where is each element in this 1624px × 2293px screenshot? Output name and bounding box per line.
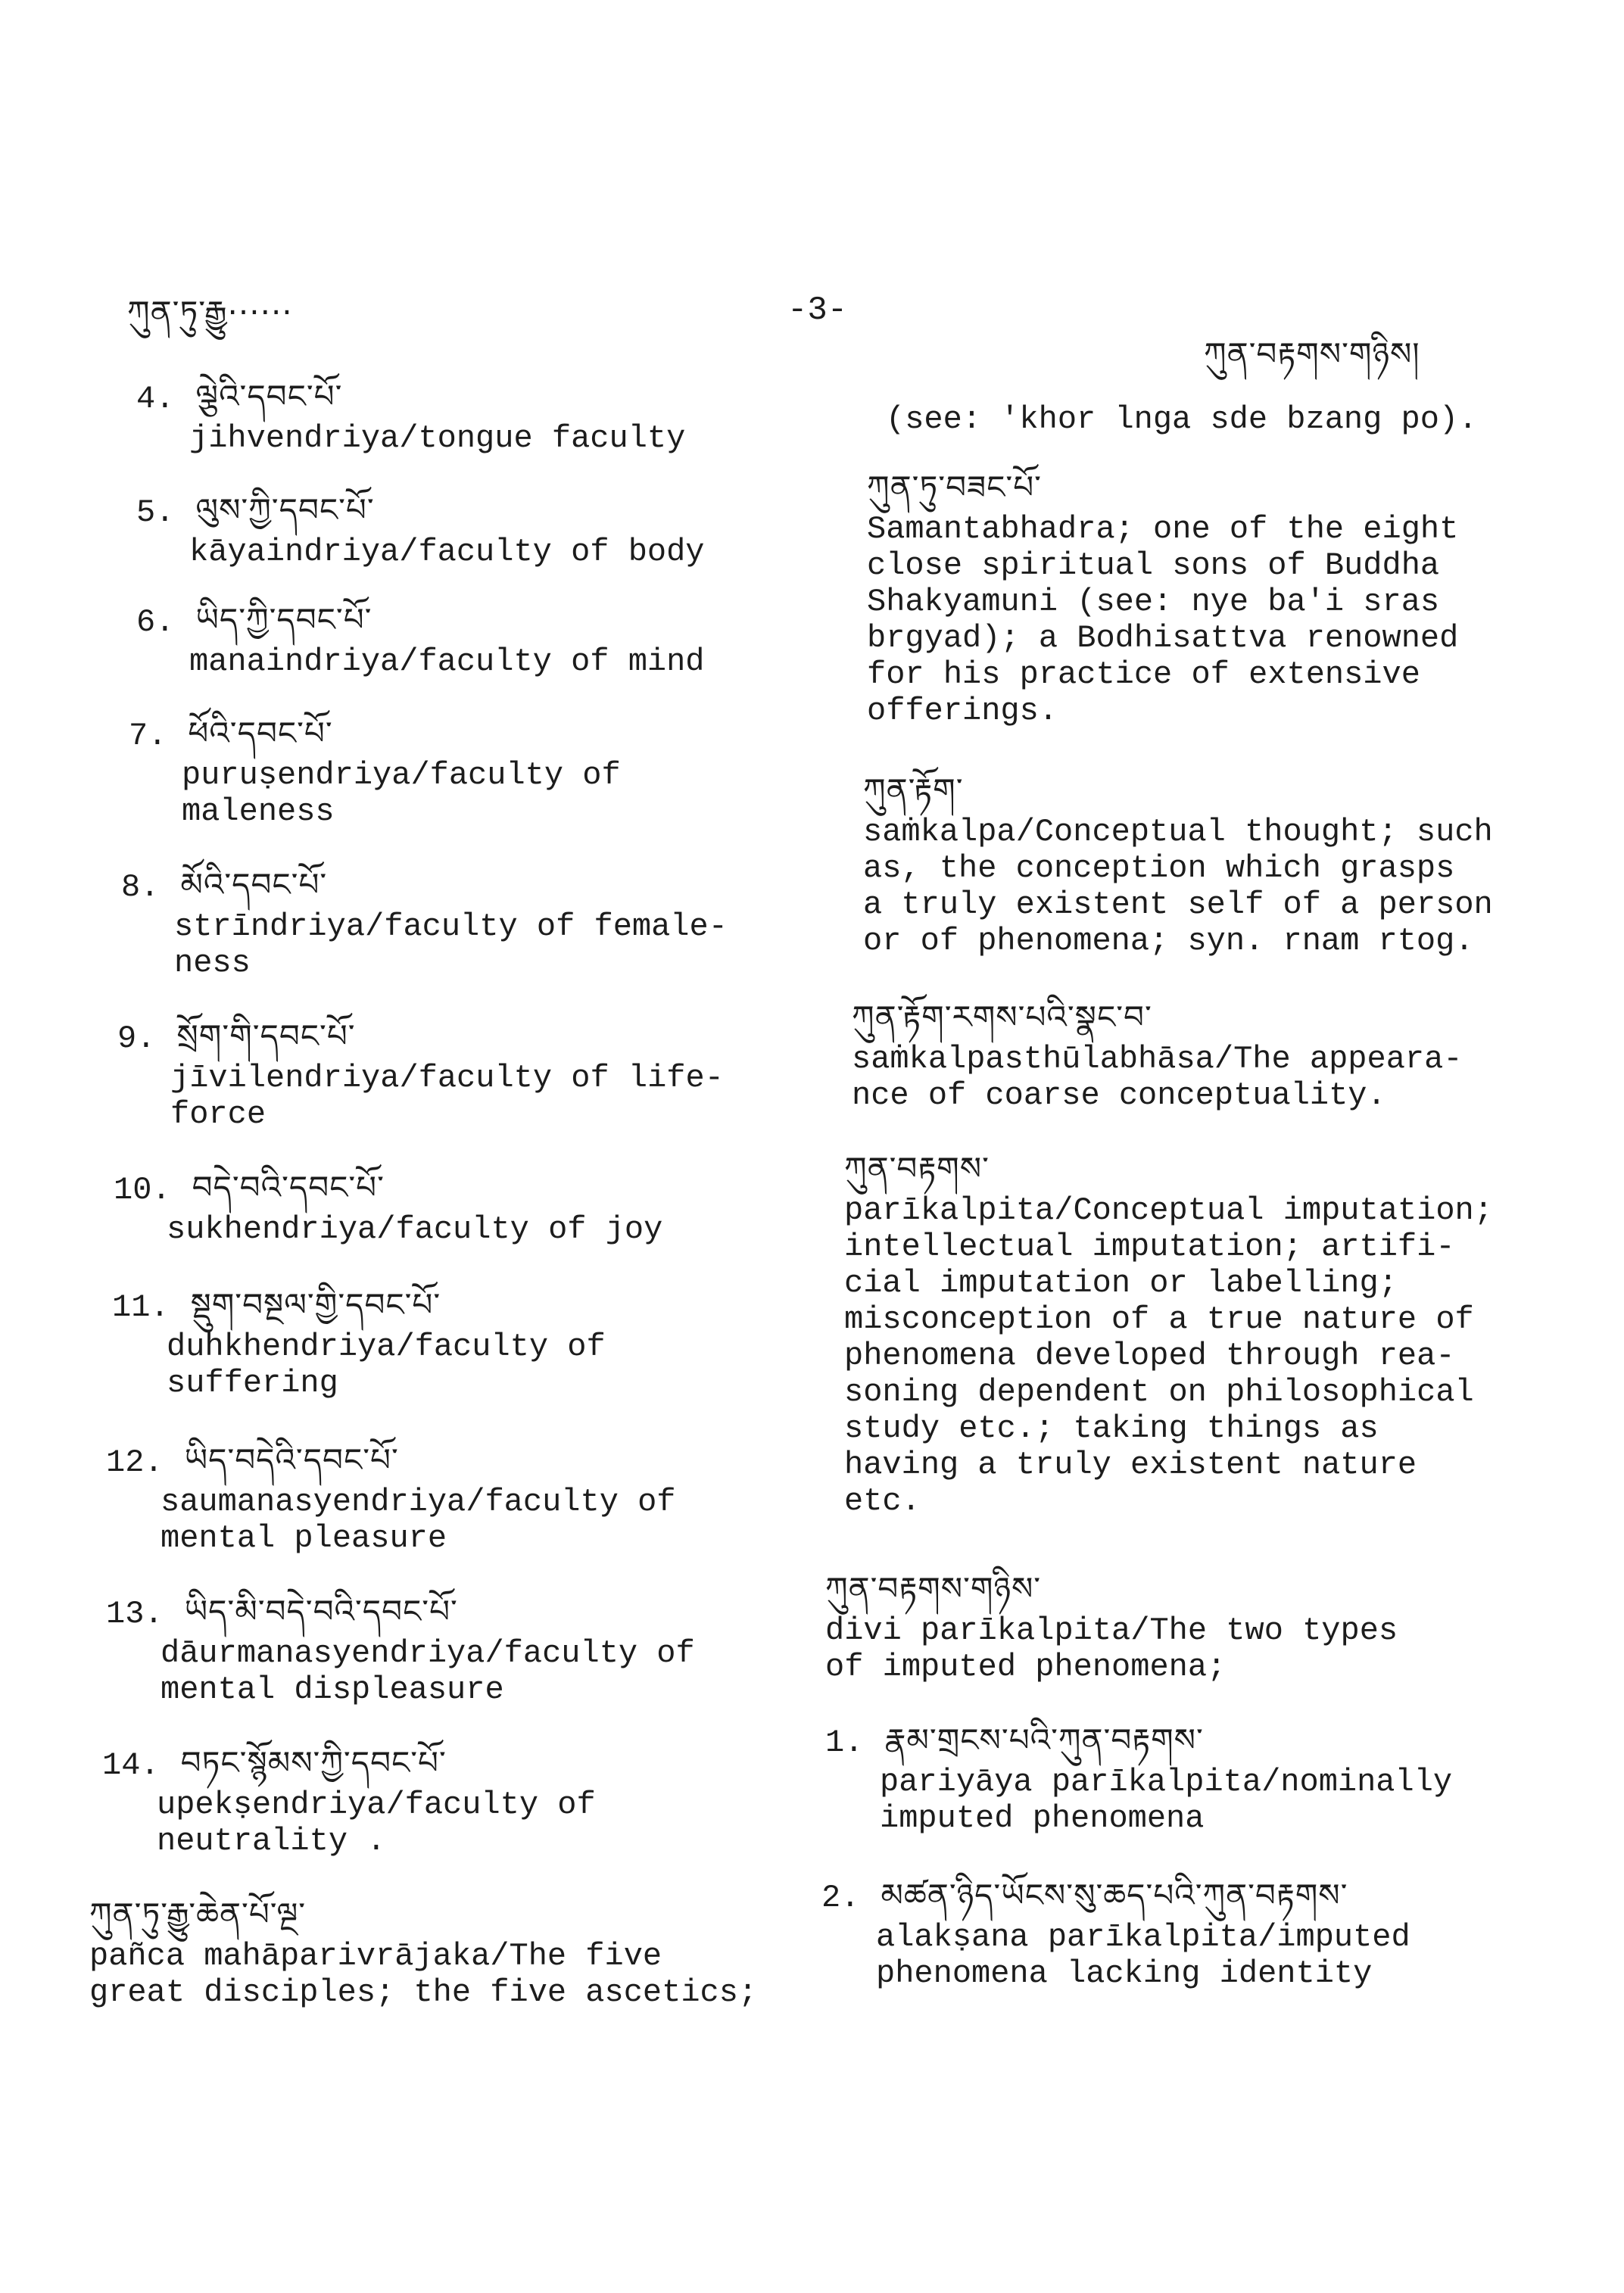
entry-number: 8. — [121, 869, 160, 905]
tibetan-headword: སྡུག་བསྔལ་གྱི་དབང་པོ་ — [190, 1286, 441, 1323]
definition — [189, 643, 705, 680]
definition-line: dāurmanasyendriya/faculty of — [161, 1635, 695, 1671]
definition — [174, 908, 728, 981]
definition-line: saṁkalpasthūlabhāsa/The appeara- — [852, 1041, 1463, 1077]
definition-line: jihvendriya/tongue faculty — [189, 420, 686, 456]
definition-line: pariyāya parīkalpita/nominally — [880, 1764, 1453, 1800]
running-head-right: ཀུན་བརྟགས་གཉིས། — [1204, 335, 1420, 372]
definition-line: cial imputation or labelling; — [844, 1265, 1398, 1301]
definition — [89, 1938, 757, 2011]
right-entry — [825, 1722, 1452, 1837]
definition-line: parīkalpita/Conceptual imputation; — [844, 1192, 1493, 1229]
tibetan-headword: རྣམ་གྲངས་པའི་ཀུན་བརྟགས་ — [884, 1721, 1204, 1759]
definition-line: puruṣendriya/faculty of — [182, 757, 621, 793]
definition-line: divi parīkalpita/The two types — [825, 1612, 1398, 1649]
tibetan-headword: ལྕེའི་དབང་པོ་ — [195, 378, 343, 415]
definition-line: close spiritual sons of Buddha — [867, 547, 1440, 584]
definition-line: having a truly existent nature — [844, 1447, 1417, 1483]
entry-number: 13. — [106, 1596, 164, 1632]
definition — [863, 814, 1493, 959]
definition-line: etc. — [844, 1483, 921, 1519]
definition-line: intellectual imputation; artifi- — [844, 1229, 1455, 1265]
definition-line: manaindriya/faculty of mind — [189, 643, 705, 680]
definition — [867, 511, 1458, 729]
definition — [189, 420, 685, 456]
definition — [157, 1787, 596, 1859]
definition-line: mental displeasure — [161, 1671, 504, 1708]
definition-line: or of phenomena; syn. rnam rtog. — [863, 923, 1474, 959]
definition — [170, 1060, 724, 1132]
page-number: -3- — [787, 291, 848, 329]
tibetan-headword: ཀུན་བརྟགས་ — [844, 1150, 990, 1187]
right-entry — [867, 469, 1458, 729]
left-entry — [114, 1170, 662, 1248]
definition-line: jīvilendriya/faculty of life- — [170, 1060, 724, 1096]
definition-line: maleness — [182, 793, 335, 830]
definition-line: pañca mahāparivrājaka/The five — [89, 1938, 662, 1974]
definition — [852, 1041, 1463, 1114]
definition — [844, 1192, 1493, 1519]
definition — [886, 401, 1477, 438]
definition — [880, 1764, 1452, 1837]
definition-line: imputed phenomena — [880, 1800, 1205, 1837]
tibetan-headword: མཚན་ཉིད་ཡོངས་སུ་ཆད་པའི་ཀུན་བརྟགས་ — [881, 1877, 1348, 1914]
tibetan-headword: ཀུན་ཏུ་བཟང་པོ་ — [867, 469, 1042, 506]
definition-line: nce of coarse conceptuality. — [852, 1077, 1386, 1114]
entry-number: 2. — [821, 1880, 860, 1916]
entry-number: 7. — [129, 718, 167, 754]
definition-line: a truly existent self of a person — [863, 886, 1493, 923]
left-entry — [112, 1287, 606, 1401]
left-entry — [102, 1745, 596, 1859]
left-entry — [129, 715, 621, 830]
definition-line: study etc.; taking things as — [844, 1410, 1379, 1447]
tibetan-headword: ཀུན་རྟོག་ — [863, 771, 964, 808]
left-entry — [136, 379, 685, 456]
definition — [167, 1211, 662, 1248]
left-entry — [89, 1896, 757, 2011]
right-entry — [886, 401, 1477, 438]
running-head-left: ཀུན་ཏུ་རྒྱུ······ — [127, 294, 293, 331]
entry-number: 6. — [136, 604, 175, 640]
tibetan-headword: ཀུན་རྟོག་རགས་པའི་སྣང་བ་ — [852, 999, 1152, 1036]
right-entry — [825, 1571, 1398, 1685]
right-entry — [844, 1151, 1493, 1519]
definition-line: duhkhendriya/faculty of — [167, 1329, 606, 1365]
definition-line: saumanasyendriya/faculty of — [161, 1484, 676, 1520]
definition-line: neutrality . — [157, 1823, 386, 1859]
entry-number: 11. — [112, 1289, 170, 1326]
tibetan-headword: ཀུན་བརྟགས་གཉིས་ — [825, 1570, 1042, 1607]
left-entry — [136, 492, 705, 570]
tibetan-headword: ཡིད་མི་བདེ་བའི་དབང་པོ་ — [184, 1593, 458, 1630]
tibetan-headword: ལུས་ཀྱི་དབང་པོ་ — [195, 491, 375, 528]
left-entry — [106, 1594, 695, 1708]
entry-number: 9. — [117, 1020, 156, 1057]
left-entry — [117, 1018, 724, 1132]
definition-line: for his practice of extensive — [867, 656, 1420, 693]
right-entry — [852, 999, 1463, 1114]
definition-line: suffering — [167, 1365, 338, 1401]
entry-number: 12. — [106, 1444, 164, 1481]
tibetan-headword: ཕོའི་དབང་པོ་ — [188, 715, 333, 752]
entry-number: 5. — [136, 494, 175, 531]
left-entry — [136, 602, 705, 680]
right-entry — [821, 1877, 1410, 1992]
definition-line: phenomena lacking identity — [876, 1955, 1373, 1992]
definition-line: of imputed phenomena; — [825, 1649, 1227, 1685]
definition — [182, 757, 621, 830]
definition-line: soning dependent on philosophical — [844, 1374, 1474, 1410]
definition — [189, 534, 705, 570]
definition-line: as, the conception which grasps — [863, 850, 1455, 886]
tibetan-headword: བཏང་སྙོམས་ཀྱི་དབང་པོ་ — [180, 1744, 447, 1781]
tibetan-headword: མོའི་དབང་པོ་ — [180, 866, 328, 903]
definition-line: Samantabhadra; one of the eight — [867, 511, 1459, 547]
left-entry — [106, 1442, 676, 1556]
tibetan-headword: སྲོག་གི་དབང་པོ་ — [176, 1017, 356, 1055]
definition-line: brgyad); a Bodhisattva renowned — [867, 620, 1459, 656]
left-entry — [121, 867, 728, 981]
tibetan-headword: ཡིད་བདེའི་དབང་པོ་ — [184, 1441, 399, 1478]
definition — [161, 1484, 676, 1556]
definition-line: force — [170, 1096, 267, 1132]
definition-line: ness — [174, 945, 251, 981]
definition — [876, 1919, 1410, 1992]
definition-line: great disciples; the five ascetics; — [89, 1974, 758, 2011]
definition — [161, 1635, 695, 1708]
definition-line: offerings. — [867, 693, 1058, 729]
entry-number: 1. — [825, 1724, 864, 1761]
definition-line: sukhendriya/faculty of joy — [167, 1211, 663, 1248]
definition — [825, 1612, 1398, 1685]
definition-line: kāyaindriya/faculty of body — [189, 534, 705, 570]
definition-line: upekṣendriya/faculty of — [157, 1787, 596, 1823]
definition-line: (see: 'khor lnga sde bzang po). — [886, 401, 1478, 438]
definition — [167, 1329, 606, 1401]
entry-number: 14. — [102, 1747, 160, 1784]
definition-line: mental pleasure — [161, 1520, 447, 1556]
right-entry — [863, 772, 1493, 959]
tibetan-headword: ཀུན་ཏུ་རྒྱུ་ཆེན་པོ་ལྔ་ — [89, 1896, 307, 1933]
definition-line: alakṣana parīkalpita/imputed — [876, 1919, 1410, 1955]
definition-line: Shakyamuni (see: nye ba'i sras — [867, 584, 1440, 620]
tibetan-headword: ཡིད་ཀྱི་དབང་པོ་ — [195, 601, 372, 638]
definition-line: saṁkalpa/Conceptual thought; such — [863, 814, 1493, 850]
definition-line: misconception of a true nature of — [844, 1301, 1474, 1338]
definition-line: phenomena developed through rea- — [844, 1338, 1455, 1374]
tibetan-headword: བདེ་བའི་དབང་པོ་ — [192, 1169, 385, 1206]
entry-number: 10. — [114, 1172, 171, 1208]
entry-number: 4. — [136, 381, 175, 417]
definition-line: strīndriya/faculty of female- — [174, 908, 728, 945]
